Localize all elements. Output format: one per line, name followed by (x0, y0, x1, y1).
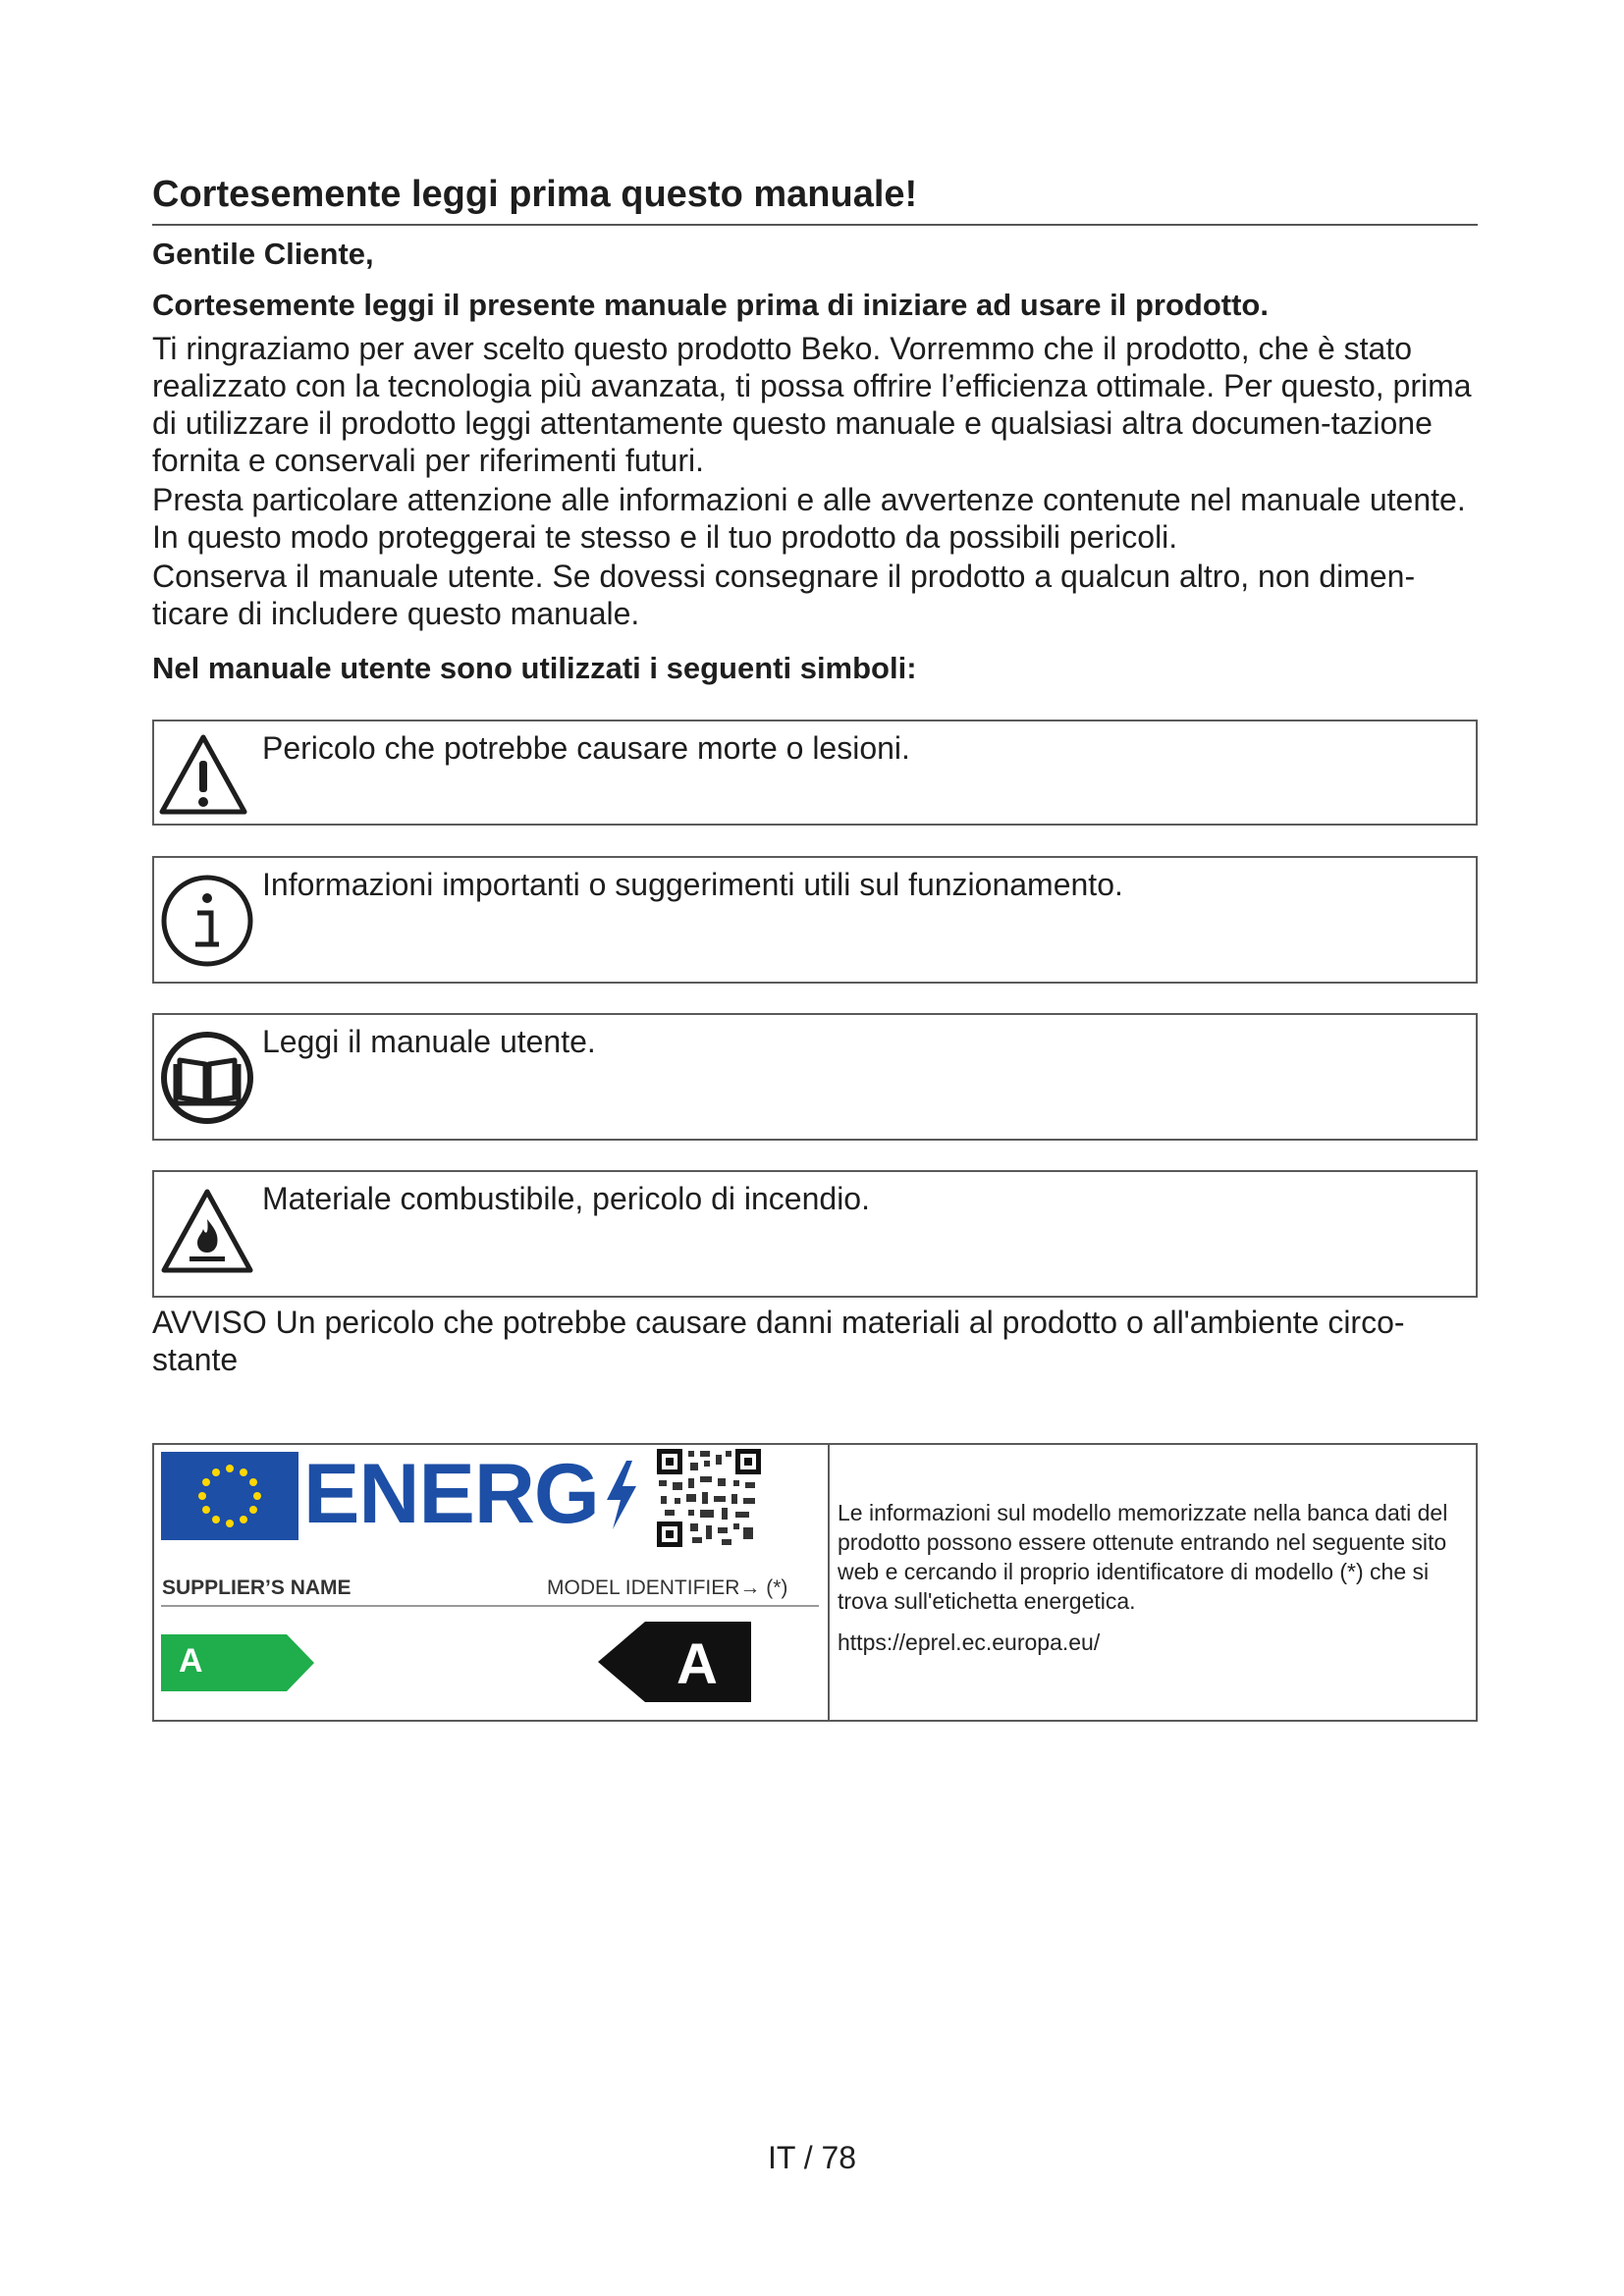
symbol-text-danger: Pericolo che potrebbe causare morte o lesioni. (262, 730, 910, 766)
symbol-row-info (152, 856, 1478, 984)
energy-class-arrow-green (161, 1634, 314, 1696)
intro-paragraph-3: Conserva il manuale utente. Se dovessi consegnare il prodotto a qualcun altro, non dimen-ticare di includere questo manuale. (152, 559, 1416, 631)
book-manual-icon (158, 1029, 256, 1127)
intro-p1-before: Ti ringraziamo per aver scelto questo prodotto (152, 331, 801, 366)
model-marker: (*) (766, 1576, 788, 1599)
model-identifier-text: MODEL IDENTIFIER (547, 1576, 740, 1599)
fire-warning-icon (158, 1186, 256, 1276)
intro-paragraph-2: Presta particolare attenzione alle informazioni e alle avvertenze contenute nel manuale utente. In questo modo proteggerai te stesso e il tuo prodotto da possibili pericoli. (152, 482, 1466, 555)
intro-text (152, 330, 1478, 634)
warning-triangle-icon (158, 731, 248, 818)
eprel-link[interactable]: https://eprel.ec.europa.eu/ (838, 1629, 1101, 1655)
qr-code-icon (657, 1449, 761, 1547)
read-manual-heading: Cortesemente leggi il presente manuale prima di iniziare ad usare il prodotto. (152, 288, 1269, 322)
lightning-icon (599, 1445, 642, 1560)
symbol-text-info: Informazioni importanti o suggerimenti utili sul funzionamento. (262, 867, 1123, 902)
info-circle-icon (158, 872, 256, 970)
supplier-name-label: SUPPLIER’S NAME (162, 1576, 352, 1599)
symbol-row-manual (152, 1013, 1478, 1141)
brand-name: Beko (800, 331, 873, 366)
energy-label-image (154, 1445, 830, 1720)
page-title: Cortesemente leggi prima questo manuale! (152, 169, 1478, 226)
symbol-text-manual: Leggi il manuale utente. (262, 1024, 596, 1059)
model-identifier-label (547, 1576, 787, 1600)
intro-paragraph-1 (152, 330, 1478, 479)
eu-flag-icon (161, 1452, 298, 1540)
energy-class-right: A (677, 1632, 718, 1696)
energy-info-text: Le informazioni sul modello memorizzate nella banca dati del prodotto possono essere ottenute entrando nel seguente sito web e cercando il proprio identificatore di modello (*) che si trova sull'etichetta energetica. (838, 1500, 1448, 1614)
intro-p1-after: . Vorremmo che il prodotto, che è stato realizzato con la tecnologia più avanzata, ti possa offrire l’efficienza ottimale. Per questo, prima di utilizzare il prodotto leggi attentamente questo manuale e qualsiasi altra documen-tazione fornita e conservali per riferimenti futuri. (152, 331, 1472, 478)
energy-info (838, 1498, 1466, 1657)
label-divider (161, 1605, 819, 1607)
energy-class-left: A (179, 1642, 203, 1680)
energy-label-box (152, 1443, 1478, 1722)
page-number: IT / 78 (767, 2140, 857, 2175)
symbol-row-fire (152, 1170, 1478, 1298)
symbols-heading: Nel manuale utente sono utilizzati i seguenti simboli: (152, 651, 917, 685)
symbol-text-fire: Materiale combustibile, pericolo di incendio. (262, 1181, 870, 1216)
notice-text: AVVISO Un pericolo che potrebbe causare danni materiali al prodotto o all'ambiente circo-stante (152, 1305, 1405, 1377)
symbol-row-danger (152, 720, 1478, 826)
arrow-right-icon: → (739, 1576, 761, 1599)
energy-class-arrow-black (598, 1622, 751, 1707)
energy-logo-text (303, 1445, 642, 1543)
greeting-heading: Gentile Cliente, (152, 237, 374, 271)
energy-logo-word: ENERG (303, 1447, 599, 1541)
